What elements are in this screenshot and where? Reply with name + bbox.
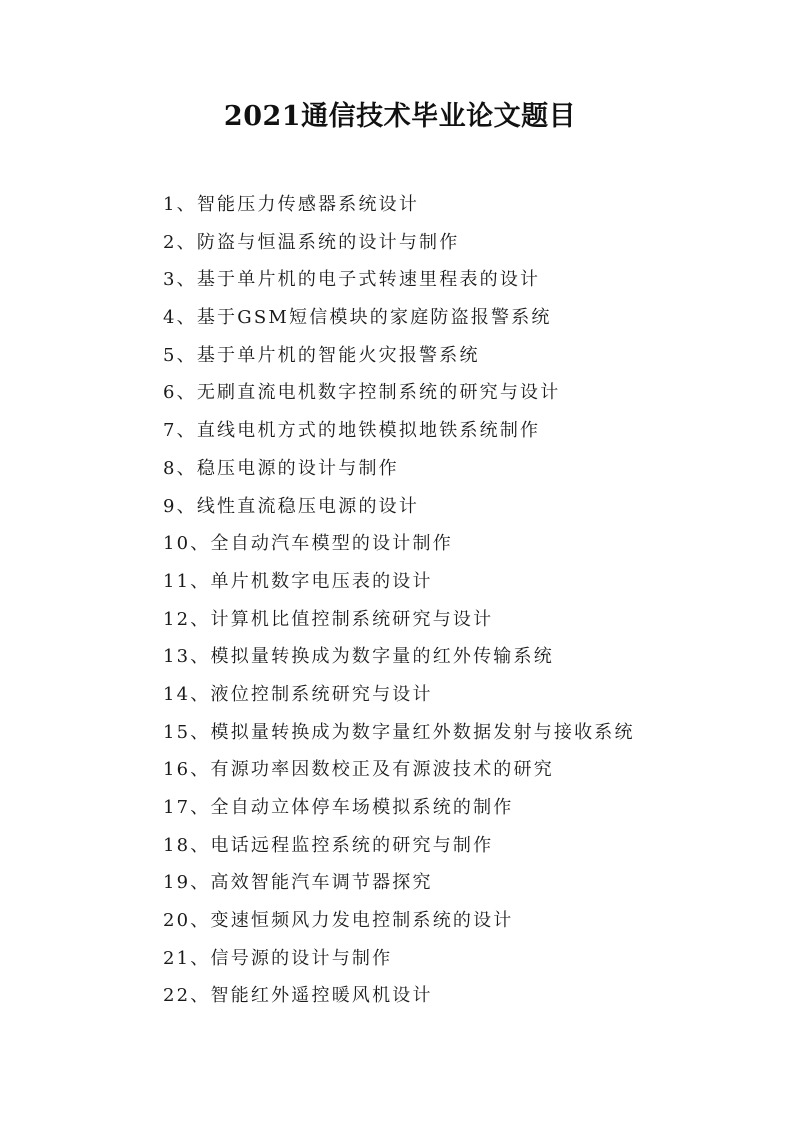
topic-list (163, 186, 635, 1015)
topic-item-12: 12、计算机比值控制系统研究与设计 (163, 608, 494, 630)
topic-item-22: 22、智能红外遥控暖风机设计 (163, 985, 433, 1007)
topic-item-15: 15、模拟量转换成为数字量红外数据发射与接收系统 (163, 721, 635, 743)
topic-item-11: 11、单片机数字电压表的设计 (163, 570, 433, 592)
topic-item-13: 13、模拟量转换成为数字量的红外传输系统 (163, 646, 554, 668)
document-title: 2021通信技术毕业论文题目 (223, 101, 577, 132)
topic-item-2: 2、防盗与恒温系统的设计与制作 (163, 231, 460, 253)
topic-item-9: 9、线性直流稳压电源的设计 (163, 495, 420, 517)
topic-item-19: 19、高效智能汽车调节器探究 (163, 872, 433, 894)
topic-item-8: 8、稳压电源的设计与制作 (163, 457, 399, 479)
topic-item-21: 21、信号源的设计与制作 (163, 947, 393, 969)
topic-item-18: 18、电话远程监控系统的研究与制作 (163, 834, 494, 856)
topic-item-6: 6、无刷直流电机数字控制系统的研究与设计 (163, 382, 561, 404)
topic-item-1: 1、智能压力传感器系统设计 (163, 194, 420, 215)
topic-item-16: 16、有源功率因数校正及有源波技术的研究 (163, 759, 554, 781)
topic-item-7: 7、直线电机方式的地铁模拟地铁系统制作 (163, 420, 541, 442)
topic-item-20: 20、变速恒频风力发电控制系统的设计 (163, 910, 514, 932)
topic-item-5: 5、基于单片机的智能火灾报警系统 (163, 344, 480, 366)
topic-item-10: 10、全自动汽车模型的设计制作 (163, 533, 453, 555)
topic-item-17: 17、全自动立体停车场模拟系统的制作 (163, 797, 514, 818)
topic-item-14: 14、液位控制系统研究与设计 (163, 683, 433, 705)
topic-item-3: 3、基于单片机的电子式转速里程表的设计 (163, 269, 541, 291)
topic-item-4: 4、基于GSM短信模块的家庭防盗报警系统 (163, 307, 552, 329)
